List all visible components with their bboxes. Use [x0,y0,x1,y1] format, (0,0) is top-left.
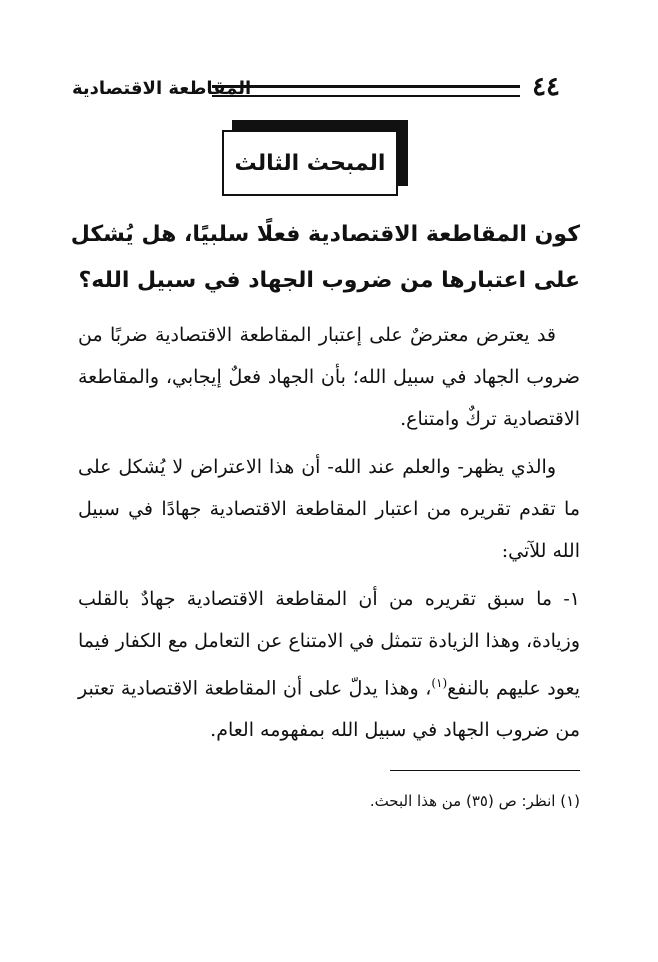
header-rule [212,85,520,97]
paragraph-1: قد يعترض معترضٌ على إعتبار المقاطعة الاقتصادية ضربًا من ضروب الجهاد في سبيل الله؛ بأن الجهاد فعلٌ إيجابي، والمقاطعة الاقتصادية تركٌ وامتناع. [78,324,580,430]
paragraph-2: والذي يظهر- والعلم عند الله- أن هذا الاعتراض لا يُشكل على ما تقدم تقريره من اعتبار المقاطعة الاقتصادية جهادًا في سبيل الله للآتي: [78,456,580,562]
headline-line-1: كون المقاطعة الاقتصادية فعلًا سلبيًا، هل يُشكل [70,222,580,247]
page-number: ٤٤ [532,72,560,102]
list-item-text-after: ، وهذا يدلّ على أن المقاطعة الاقتصادية تعتبر من ضروب الجهاد في سبيل الله بمفهومه العام. [78,677,580,742]
footnote-separator [390,770,580,771]
section-title-box [220,120,410,200]
body-text [78,314,580,751]
section-title: المبحث الثالث [222,130,398,196]
list-item-text-before: ما سبق تقريره من أن المقاطعة الاقتصادية جهادٌ بالقلب وزيادة، وهذا الزيادة تتمثل في الامتناع عن التعامل مع الكفار فيما يعود عليهم بالنفع [78,588,580,700]
list-item-1 [78,578,580,751]
footnote: (١) انظر: ص (٣٥) من هذا البحث. [369,792,580,810]
page-header [72,72,560,106]
footnote-reference[interactable]: (١) [431,676,448,690]
section-headline [70,212,580,304]
running-title: المقاطعة الاقتصادية [72,78,252,99]
headline-line-2: على اعتبارها من ضروب الجهاد في سبيل الله؟ [78,268,580,293]
list-item-number: ١- [563,588,580,610]
